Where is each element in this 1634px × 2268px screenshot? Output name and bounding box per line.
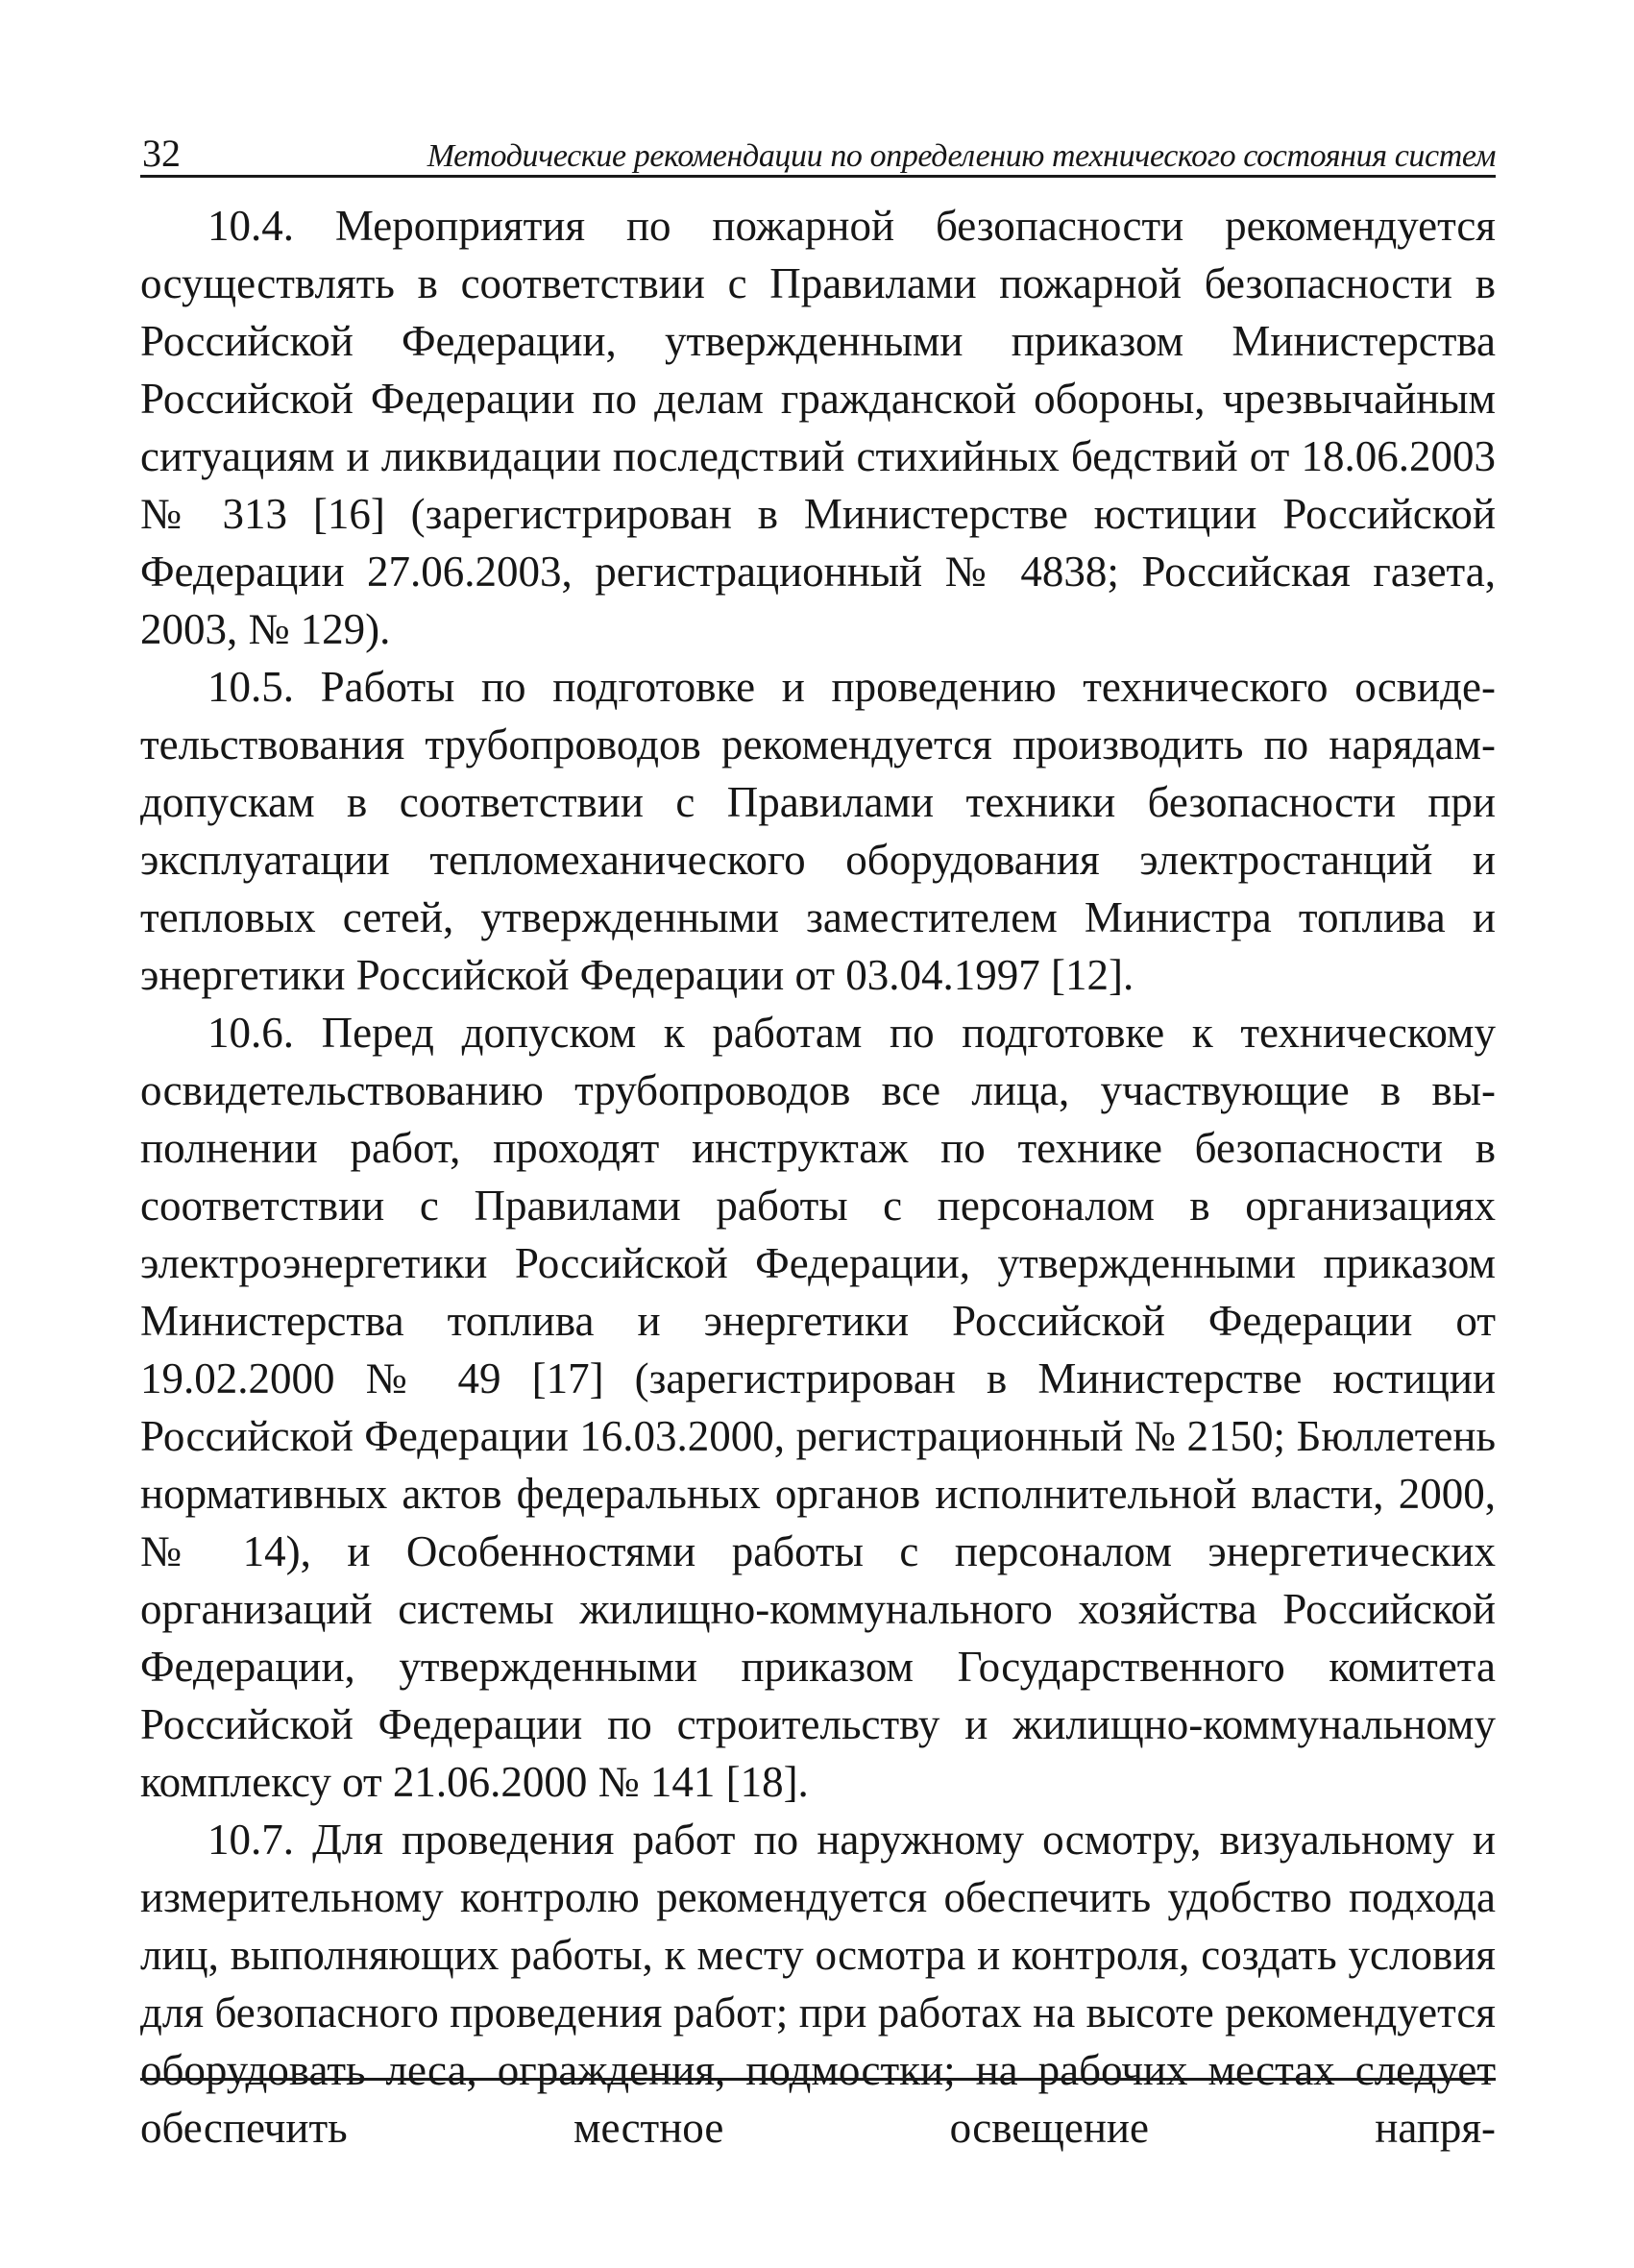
document-page — [140, 123, 1496, 2157]
paragraph-10-7: 10.7. Для проведения работ по наружному осмотру, визуальному и измерительному контролю рекомендуется обеспечить удобство подхода лиц, выполняющих работы, к месту осмотра и контроля, создать условия для безопасного проведения работ; при работах на высоте рекомендуется оборудовать леса, ограждения, подмостки; на рабочих местах следует обеспечить местное освещение напря- — [140, 1816, 1496, 2152]
page-number: 32 — [142, 132, 181, 175]
footer-rule — [140, 2078, 1496, 2081]
paragraph-10-6: 10.6. Перед допуском к работам по подготовке к техническому освидетельствованию трубопроводов все лица, участвующие в выполнении работ, проходят инструктаж по технике безопасности в соответствии с Правилами работы с персоналом в организациях электроэнергетики Российской Федерации, утвержденными приказом Министерства топлива и энергетики Российской Федерации от 19.02.2000 № 49 [17] (зарегистрирован в Министерстве юстиции Российской Федерации 16.03.2000, регистрационный № 2150; Бюллетень нормативных актов федеральных органов исполнительной власти, 2000, № 14), и Особенностями работы с персоналом энергетических организаций системы жилищно-коммунального хозяйства Российской Федерации, утвержденными приказом Государственного комитета Российской Федерации по строительству и жилищно-коммунальному комплексу от 21.06.2000 № 141 [18]. — [140, 1009, 1496, 1806]
paragraph-10-4: 10.4. Мероприятия по пожарной безопасности рекомендуется осуществлять в соответствии с Правилами пожарной безопасности в Российской Федерации, утвержденными приказом Министерства Российской Федерации по делам гражданской обороны, чрезвычайным ситуациям и ликвидации последствий стихийных бедствий от 18.06.2003 № 313 [16] (зарегистрирован в Министерстве юстиции Российской Федерации 27.06.2003, регистрационный № 4838; Российская газета, 2003, № 129). — [140, 202, 1496, 653]
running-header — [140, 123, 1496, 178]
running-title: Методические рекомендации по определению технического состояния систем — [427, 138, 1496, 174]
body-text — [140, 197, 1496, 2157]
paragraph-10-5: 10.5. Работы по подготовке и проведению технического освидетельствования трубопроводов рекомендуется производить по нарядам-допускам в соответствии с Правилами техники безопасности при эксплуатации тепломеханического оборудования электростанций и тепловых сетей, утвержденными заместителем Министра топлива и энергетики Российской Федерации от 03.04.1997 [12]. — [140, 663, 1496, 999]
